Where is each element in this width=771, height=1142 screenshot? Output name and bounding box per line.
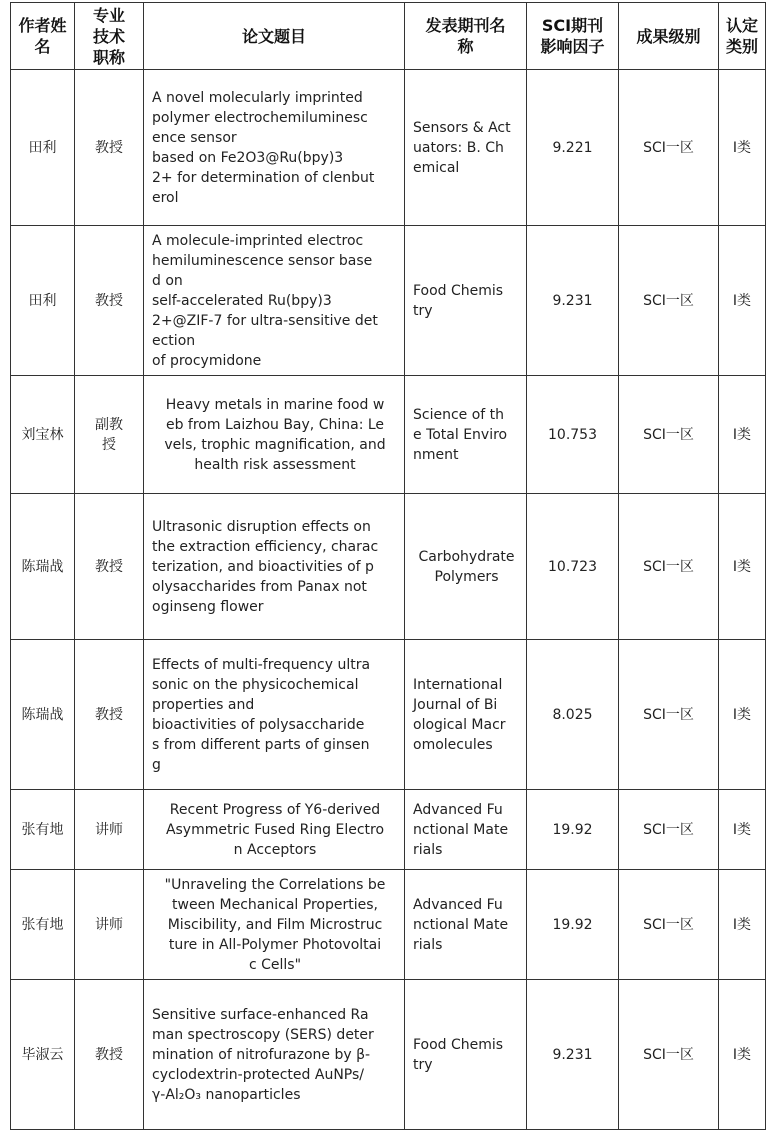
cell-author: 张有地 [11, 870, 75, 980]
cell-author: 张有地 [11, 790, 75, 870]
cell-paper: Sensitive surface-enhanced Ra man spectroscopy (SERS) deter mination of nitrofurazone by β- cyclodextrin-protected AuNPs/ γ-Al₂O₃ nanoparticles [144, 980, 405, 1130]
cell-journal: Carbohydrate Polymers [405, 494, 527, 640]
cell-paper: A novel molecularly imprinted polymer electrochemiluminesc ence sensor based on Fe2O3@Ru(bpy)3 2+ for determination of clenbut erol [144, 70, 405, 226]
cell-paper: Heavy metals in marine food w eb from Laizhou Bay, China: Le vels, trophic magnification, and health risk assessment [144, 376, 405, 494]
cell-paper: Recent Progress of Y6-derived Asymmetric Fused Ring Electro n Acceptors [144, 790, 405, 870]
header-row [11, 3, 766, 70]
cell-rank: 副教 授 [75, 376, 144, 494]
table-row [11, 640, 766, 790]
table-row [11, 980, 766, 1130]
cell-journal: Advanced Fu nctional Mate rials [405, 790, 527, 870]
cell-rank: 讲师 [75, 790, 144, 870]
cell-paper: Effects of multi-frequency ultra sonic on the physicochemical properties and bioactivities of polysaccharide s from different parts of ginsen g [144, 640, 405, 790]
cell-category: I类 [719, 980, 766, 1130]
header-level: 成果级别 [619, 3, 719, 70]
cell-impact-factor: 9.231 [527, 980, 619, 1130]
header-author: 作者姓 名 [11, 3, 75, 70]
cell-category: I类 [719, 376, 766, 494]
cell-author: 田利 [11, 70, 75, 226]
cell-author: 毕淑云 [11, 980, 75, 1130]
cell-journal: Advanced Fu nctional Mate rials [405, 870, 527, 980]
cell-category: I类 [719, 70, 766, 226]
table-row [11, 790, 766, 870]
header-paper: 论文题目 [144, 3, 405, 70]
cell-rank: 教授 [75, 494, 144, 640]
cell-author: 刘宝林 [11, 376, 75, 494]
cell-impact-factor: 10.723 [527, 494, 619, 640]
header-category: 认定 类别 [719, 3, 766, 70]
cell-impact-factor: 10.753 [527, 376, 619, 494]
cell-level: SCI一区 [619, 870, 719, 980]
cell-rank: 教授 [75, 226, 144, 376]
cell-author: 陈瑞战 [11, 640, 75, 790]
cell-level: SCI一区 [619, 226, 719, 376]
cell-journal: Food Chemis try [405, 980, 527, 1130]
cell-level: SCI一区 [619, 980, 719, 1130]
cell-category: I类 [719, 790, 766, 870]
cell-journal: Science of th e Total Enviro nment [405, 376, 527, 494]
cell-level: SCI一区 [619, 494, 719, 640]
cell-rank: 教授 [75, 70, 144, 226]
cell-rank: 教授 [75, 980, 144, 1130]
cell-journal: Sensors & Act uators: B. Ch emical [405, 70, 527, 226]
cell-paper: A molecule-imprinted electroc hemiluminescence sensor base d on self-accelerated Ru(bpy)3 2+@ZIF-7 for ultra-sensitive det ection of procymidone [144, 226, 405, 376]
cell-author: 田利 [11, 226, 75, 376]
cell-category: I类 [719, 870, 766, 980]
header-title-rank: 专业 技术 职称 [75, 3, 144, 70]
cell-journal: Food Chemis try [405, 226, 527, 376]
cell-author: 陈瑞战 [11, 494, 75, 640]
papers-table [10, 2, 766, 1130]
cell-impact-factor: 8.025 [527, 640, 619, 790]
cell-impact-factor: 19.92 [527, 790, 619, 870]
header-impact-factor: SCI期刊 影响因子 [527, 3, 619, 70]
cell-rank: 教授 [75, 640, 144, 790]
cell-impact-factor: 9.231 [527, 226, 619, 376]
cell-impact-factor: 19.92 [527, 870, 619, 980]
cell-level: SCI一区 [619, 790, 719, 870]
header-journal: 发表期刊名 称 [405, 3, 527, 70]
table-row [11, 226, 766, 376]
cell-category: I类 [719, 226, 766, 376]
cell-level: SCI一区 [619, 640, 719, 790]
cell-impact-factor: 9.221 [527, 70, 619, 226]
cell-rank: 讲师 [75, 870, 144, 980]
cell-paper: Ultrasonic disruption effects on the extraction efficiency, charac terization, and bioactivities of p olysaccharides from Panax not oginseng flower [144, 494, 405, 640]
table-row [11, 376, 766, 494]
cell-category: I类 [719, 494, 766, 640]
table-row [11, 494, 766, 640]
cell-level: SCI一区 [619, 376, 719, 494]
table-row [11, 70, 766, 226]
cell-paper: "Unraveling the Correlations be tween Mechanical Properties, Miscibility, and Film Microstruc ture in All-Polymer Photovoltai c Cells" [144, 870, 405, 980]
cell-category: I类 [719, 640, 766, 790]
table-row [11, 870, 766, 980]
cell-journal: International Journal of Bi ological Macr omolecules [405, 640, 527, 790]
cell-level: SCI一区 [619, 70, 719, 226]
